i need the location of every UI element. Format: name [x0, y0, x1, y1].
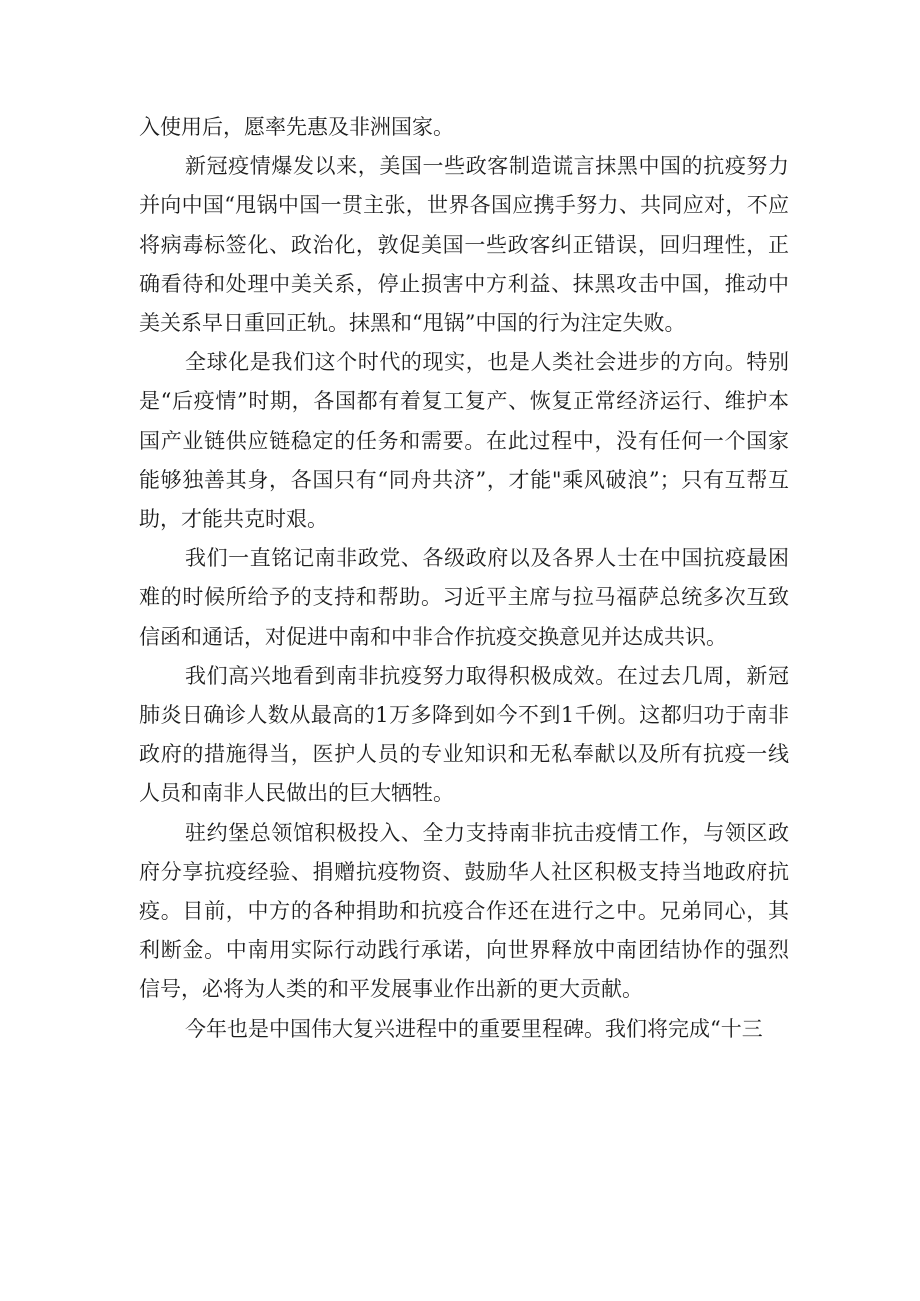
paragraph-milestone: 今年也是中国伟大复兴进程中的重要里程碑。我们将完成“十三	[185, 1016, 763, 1041]
paragraph-us-politicians: 新冠疫情爆发以来，美国一些政客制造谎言抹黑中国的抗疫努力并向中国“甩锅中国一贯主张，世界各国应携手努力、共同应对，不应将病毒标签化、政治化，敦促美国一些政客纠正错误，回归理性，正确看待和处理中美关系，停止损害中方利益、抹黑攻击中国，推动中美关系早日重回正轨。抹黑和“甩锅”中国的行为注定失败。	[139, 154, 789, 336]
paragraph-pandemic-progress: 我们高兴地看到南非抗疫努力取得积极成效。在过去几周，新冠肺炎日确诊人数从最高的1万多降到如今不到1千例。这都归功于南非政府的措施得当，医护人员的专业知识和无私奉献以及所有抗疫一线人员和南非人民做出的巨大牺牲。	[139, 663, 789, 806]
paragraph-consulate-work: 驻约堡总领馆积极投入、全力支持南非抗击疫情工作，与领区政府分享抗疫经验、捐赠抗疫物资、鼓励华人社区积极支持当地政府抗疫。目前，中方的各种捐助和抗疫合作还在进行之中。兄弟同心，其利断金。中南用实际行动践行承诺，向世界释放中南团结协作的强烈信号，必将为人类的和平发展事业作出新的更大贡献。	[139, 820, 789, 1002]
paragraph-south-africa-support: 我们一直铭记南非政党、各级政府以及各界人士在中国抗疫最困难的时候所给予的支持和帮助。习近平主席与拉马福萨总统多次互致信函和通话，对促进中南和中非合作抗疫交换意见并达成共识。	[139, 546, 789, 649]
paragraph-continuation: 入使用后，愿率先惠及非洲国家。	[139, 115, 454, 139]
document-body	[139, 108, 789, 1049]
paragraph-globalization: 全球化是我们这个时代的现实，也是人类社会进步的方向。特别是“后疫情”时期，各国都有着复工复产、恢复正常经济运行、维护本国产业链供应链稳定的任务和需要。在此过程中，没有任何一个国家能够独善其身，各国只有“同舟共济”，才能"乘风破浪”；只有互帮互助，才能共克时艰。	[139, 350, 789, 532]
